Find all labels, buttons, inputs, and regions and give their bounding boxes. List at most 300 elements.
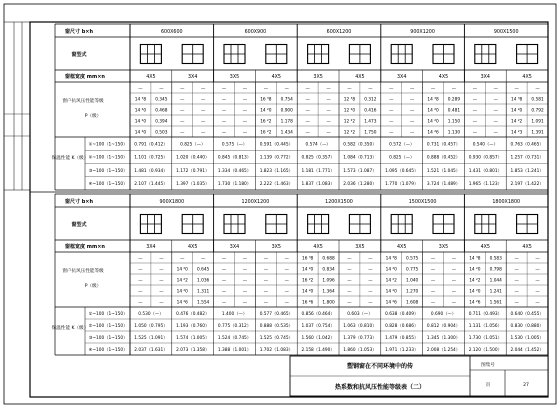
perf-cell: 0.582（0.350） (343, 142, 377, 148)
wind-cell: 0.289 (447, 97, 461, 103)
wind-cell: — (451, 256, 457, 262)
perf-cell: 1.702（1.083） (259, 347, 293, 353)
wind-cell: 14 ²0 (469, 267, 481, 273)
perf-cell: 2.044（1.452） (510, 347, 544, 353)
perf-cell: 1.084（0.713） (343, 155, 377, 161)
wind-cell: — (242, 300, 248, 306)
wind-cell: — (242, 86, 248, 92)
wind-cell: — (284, 278, 289, 284)
frame-value: 4X5 (397, 245, 407, 250)
wind-cell: — (242, 289, 248, 295)
wind-cell: — (493, 130, 498, 136)
wind-cell: — (368, 86, 373, 92)
wind-cell: — (263, 86, 268, 92)
wind-cell: 1.391 (531, 130, 544, 136)
wind-cell: — (347, 278, 352, 284)
window-pane-icon (517, 45, 538, 64)
wind-cell: — (221, 278, 227, 284)
perf-cell: 1.095（0.645） (385, 168, 419, 174)
perf-cell: 2.036（1.280） (343, 182, 377, 188)
perf-cell: 0.930（0.857） (468, 155, 502, 161)
wind-cell: — (201, 108, 206, 114)
wind-cell: 12 ²0 (343, 108, 356, 114)
wind-cell: 1.091 (531, 119, 544, 125)
wind-cell: — (242, 119, 248, 125)
wind-cell: — (201, 97, 206, 103)
wind-cell: — (535, 278, 540, 284)
wind-cell: — (493, 97, 498, 103)
perf-row-label: ③~100（1~150） (88, 335, 128, 341)
perf-cell: 2.107（1.445） (134, 182, 168, 188)
perf-cell: 0.603（—） (347, 311, 373, 317)
wind-cell: 0.345 (155, 97, 168, 103)
perf-cell: 0.575（—） (221, 142, 248, 148)
wind-cell: — (180, 97, 185, 103)
wind-cell: 1.311 (196, 289, 210, 295)
wind-cell: 0.792 (531, 108, 544, 114)
wind-cell: 14 ²0 (385, 267, 397, 273)
wind-cell: — (389, 97, 394, 103)
wind-cell: 14 ²0 (176, 289, 188, 295)
wind-cell: 14 ²0 (176, 267, 188, 273)
wind-cell: — (180, 119, 185, 125)
perf-cell: 1.479（0.855） (385, 335, 419, 341)
frame-value: 4X5 (146, 75, 156, 80)
wind-cell: — (221, 97, 227, 103)
page-label: 页 (485, 383, 491, 388)
wind-cell: 0.481 (447, 108, 461, 114)
perf-cell: 0.830（0.880） (510, 323, 544, 329)
wind-cell: — (138, 289, 143, 295)
wind-cell: — (347, 300, 352, 306)
perf-cell: 1.063（0.810） (343, 323, 377, 329)
window-pane-icon (517, 215, 538, 234)
wind-cell: — (430, 86, 436, 92)
frame-value: 3X5 (355, 245, 365, 250)
wind-cell: — (493, 108, 498, 114)
perf-cell: 1.823（1.165） (259, 168, 293, 174)
perf-cell: 1.139（0.772） (259, 155, 293, 161)
wind-cell: 14 ²6 (385, 300, 397, 306)
perf-cell: 0.825（—） (180, 142, 206, 148)
wind-cell: — (159, 278, 164, 284)
frame-value: 3X5 (438, 245, 449, 250)
wind-cell: — (535, 86, 540, 92)
perf-cell: 1.050（0.795） (134, 323, 168, 329)
wind-cell: 14 ²2 (511, 119, 523, 125)
wind-cell: — (263, 289, 268, 295)
wind-cell: 0.798 (489, 267, 502, 273)
wind-cell: — (159, 300, 164, 306)
wind-cell: 1.150 (447, 119, 461, 125)
row-label-frame: 窗框宽度 mm×n (65, 244, 105, 250)
wind-cell: 1.800 (322, 300, 335, 306)
title-line-2: 热系数和抗风压性能等级表（二） (334, 384, 426, 391)
wind-cell: — (430, 278, 436, 284)
perf-row-label: ④~100（1~150） (88, 182, 128, 188)
wind-cell: — (347, 86, 352, 92)
perf-row-label: ③~100（1~150） (88, 168, 128, 174)
perf-cell: 0.572（—） (389, 142, 415, 148)
wind-cell: 0.645 (196, 267, 210, 273)
wind-cell: — (430, 256, 436, 262)
wind-cell: 1.473 (364, 119, 377, 125)
wind-cell: 14 ²0 (469, 289, 481, 295)
wind-cell: 0.503 (155, 130, 168, 136)
perf-cell: 1.971（1.233） (385, 347, 419, 353)
wind-cell: — (326, 86, 331, 92)
perf-cell: 0.791（0.412） (134, 142, 168, 148)
row-label-style: 窗型式 (71, 52, 87, 58)
wind-cell: — (368, 267, 373, 273)
wind-cell: — (493, 86, 498, 92)
window-pane-icon (391, 215, 412, 234)
wind-cell: — (201, 130, 206, 136)
wind-cell: 14 ²0 (511, 108, 523, 114)
wind-cell: 1.241 (489, 289, 502, 295)
perf-cell: 1.481（0.934） (134, 168, 168, 174)
wind-cell: 12 ³8 (343, 97, 356, 103)
wind-cell: 14 ²3 (511, 130, 523, 136)
perf-cell: 1.345（1.300） (426, 335, 461, 341)
frame-value: 4X5 (480, 245, 490, 250)
wind-cell: — (535, 289, 540, 295)
perf-cell: 1.193（0.760） (176, 323, 210, 329)
perf-cell: 2.008（1.254） (426, 347, 461, 353)
wind-cell: 14 ²6 (427, 130, 439, 136)
atlas-number-label: 图集号 (481, 363, 495, 368)
wind-cell: — (368, 278, 373, 284)
perf-cell: 0.812（0.904） (426, 323, 461, 329)
window-pane-icon (266, 45, 287, 64)
wind-cell: — (138, 256, 143, 262)
wind-cell: — (451, 267, 457, 273)
wind-cell: — (221, 130, 227, 136)
wind-cell: — (242, 278, 248, 284)
wind-cell: — (221, 86, 227, 92)
wind-cell: — (535, 267, 540, 273)
window-size-label: 600X600 (160, 30, 183, 35)
wind-cell: — (326, 130, 331, 136)
window-size-label: 1800X1800 (492, 200, 521, 205)
wind-cell: — (368, 256, 373, 262)
perf-cell: 0.476（0.482） (176, 311, 210, 317)
wind-cell: — (242, 108, 248, 114)
wind-cell: — (305, 130, 310, 136)
wind-cell: 14 ²0 (427, 119, 439, 125)
frame-value: 3X5 (229, 75, 240, 80)
perf-cell: 2.120（1.500） (468, 347, 502, 353)
row-label-p: P（级） (84, 114, 102, 119)
frame-value: 3X4 (480, 75, 490, 80)
perf-cell: 1.257（0.731） (510, 155, 544, 161)
window-size-label: 900X1500 (493, 30, 519, 35)
perf-cell: 1.388（1.001） (217, 347, 252, 353)
wind-cell: 14 ²0 (302, 267, 314, 273)
wind-cell: 14 ³8 (134, 97, 147, 103)
wind-cell: — (305, 119, 310, 125)
wind-cell: 16 ²6 (302, 300, 314, 306)
perf-cell: 1.020（0.440） (176, 155, 210, 161)
wind-cell: 0.834 (322, 267, 335, 273)
window-size-label: 900X1200 (410, 30, 435, 35)
wind-cell: — (451, 278, 457, 284)
window-pane-icon (182, 215, 203, 234)
wind-cell: 1.178 (280, 119, 293, 125)
wind-cell: — (493, 119, 498, 125)
perf-cell: 0.731（0.457） (426, 142, 461, 148)
perf-cell: 0.540（—） (472, 142, 498, 148)
wind-cell: 12 ²2 (343, 130, 356, 136)
wind-cell: 0.775 (405, 267, 419, 273)
wind-cell: — (472, 108, 477, 114)
perf-cell: 1.379（0.773） (343, 335, 377, 341)
wind-cell: — (159, 256, 164, 262)
perf-cell: 0.825（—） (389, 155, 415, 161)
perf-cell: 0.763（0.465） (510, 142, 544, 148)
row-label-size: 窗尺寸 b×h (64, 29, 94, 35)
window-pane-icon (349, 215, 370, 234)
wind-cell: — (430, 300, 436, 306)
perf-cell: 1.400（—） (221, 311, 248, 317)
perf-cell: 1.334（0.465） (217, 168, 252, 174)
wind-cell: — (472, 97, 477, 103)
wind-cell: 14 ²2 (176, 278, 188, 284)
wind-cell: — (451, 300, 457, 306)
wind-cell: — (472, 119, 477, 125)
wind-cell: 1.040 (405, 278, 419, 284)
wind-cell: 0.394 (155, 119, 168, 125)
wind-cell: — (326, 108, 331, 114)
wind-cell: — (389, 86, 394, 92)
wind-cell: 14 ²0 (260, 108, 272, 114)
perf-cell: 2.222（1.463） (259, 182, 293, 188)
perf-row-label: ①~100（1~150） (88, 311, 128, 317)
frame-value: 4X5 (438, 75, 449, 80)
perf-cell: 1.525（1.091） (134, 335, 168, 341)
perf-cell: 1.860（1.053） (343, 347, 377, 353)
perf-cell: 1.172（0.791） (176, 168, 210, 174)
wind-cell: 14 ²0 (302, 289, 314, 295)
perf-cell: 1.131（1.056） (468, 323, 502, 329)
wind-cell: 14 ²0 (134, 108, 147, 114)
wind-cell: — (221, 119, 227, 125)
frame-value: 4X5 (522, 75, 532, 80)
window-pane-icon (433, 215, 454, 234)
wind-cell: 1.434 (280, 130, 293, 136)
perf-cell: 3.724（1.489） (426, 182, 461, 188)
frame-value: 4X5 (188, 245, 198, 250)
wind-cell: — (221, 108, 227, 114)
perf-cell: 1.730（1.180） (217, 182, 252, 188)
wind-cell: — (389, 130, 394, 136)
wind-cell: — (201, 256, 206, 262)
wind-cell: 1.044 (489, 278, 502, 284)
wind-cell: — (305, 86, 310, 92)
frame-value: 4X5 (355, 75, 365, 80)
frame-value: 4X5 (313, 245, 323, 250)
perf-cell: 0.591（0.445） (259, 142, 293, 148)
window-pane-icon (391, 45, 412, 64)
perf-cell: 1.573（1.087） (343, 168, 377, 174)
wind-cell: — (410, 97, 415, 103)
window-size-label: 900X1800 (159, 200, 185, 205)
wind-cell: — (430, 267, 436, 273)
perf-cell: 0.640（0.455） (510, 311, 544, 317)
perf-cell: 1.431（0.801） (468, 168, 502, 174)
wind-cell: 14 ³8 (469, 256, 481, 262)
perf-cell: 1.837（1.083） (301, 182, 335, 188)
wind-cell: — (138, 267, 143, 273)
perf-cell: 1.965（1.123） (468, 182, 502, 188)
window-pane-icon (475, 215, 496, 234)
row-label-perf: 保温性能 K（级） (51, 326, 89, 331)
wind-cell: — (326, 119, 331, 125)
perf-cell: 0.888（0.535） (259, 323, 293, 329)
row-label-frame: 窗框宽度 mm×n (65, 74, 105, 80)
perf-cell: 0.638（0.409） (385, 311, 419, 317)
window-pane-icon (349, 45, 370, 64)
wind-cell: 14 ²0 (134, 130, 147, 136)
perf-cell: 0.845（0.813） (217, 155, 252, 161)
wind-cell: — (159, 86, 164, 92)
wind-cell: — (347, 256, 352, 262)
wind-cell: 1.036 (196, 278, 210, 284)
wind-cell: 12 ²2 (343, 119, 356, 125)
wind-cell: 16 ²2 (260, 130, 272, 136)
wind-cell: — (284, 267, 289, 273)
wind-cell: — (451, 86, 457, 92)
wind-cell: — (514, 278, 519, 284)
frame-value: 4X5 (271, 75, 281, 80)
frame-value: 4X5 (522, 245, 532, 250)
row-label-p: P（级） (84, 284, 102, 289)
wind-cell: — (430, 289, 436, 295)
wind-cell: 1.554 (196, 300, 210, 306)
wind-cell: — (263, 300, 268, 306)
wind-cell: 14 ³8 (511, 97, 523, 103)
window-pane-icon (224, 45, 245, 64)
wind-cell: — (410, 130, 415, 136)
wind-cell: — (389, 119, 394, 125)
perf-cell: 1.574（1.005） (176, 335, 210, 341)
wind-cell: 14 ²6 (469, 300, 481, 306)
wind-cell: — (514, 289, 519, 295)
wind-cell: — (389, 108, 394, 114)
window-pane-icon (266, 215, 287, 234)
wind-cell: — (180, 86, 185, 92)
window-pane-icon (433, 45, 454, 64)
perf-cell: 1.101（0.725） (134, 155, 168, 161)
wind-cell: 14 ²2 (469, 278, 481, 284)
wind-cell: 0.688 (322, 256, 335, 262)
frame-value: 3X4 (146, 245, 156, 250)
wind-cell: 1.270 (405, 289, 419, 295)
wind-cell: — (514, 267, 519, 273)
window-size-label: 1500X1500 (408, 200, 437, 205)
wind-cell: — (138, 300, 143, 306)
window-pane-icon (308, 215, 329, 234)
perf-cell: 1.560（1.042） (301, 335, 335, 341)
wind-cell: 1.096 (322, 278, 335, 284)
wind-cell: — (472, 130, 477, 136)
wind-cell: — (410, 119, 415, 125)
wind-cell: 14 ²0 (385, 289, 397, 295)
wind-cell: — (326, 97, 331, 103)
wind-cell: — (221, 300, 227, 306)
wind-cell: — (242, 97, 248, 103)
wind-cell: 0.900 (280, 108, 293, 114)
wind-cell: — (284, 289, 289, 295)
wind-cell: — (221, 256, 227, 262)
perf-cell: 1.521（1.045） (426, 168, 461, 174)
perf-cell: 0.775（0.312） (217, 323, 252, 329)
wind-cell: — (159, 289, 164, 295)
frame-value: 3X4 (397, 75, 407, 80)
perf-cell: 0.828（0.686） (385, 323, 419, 329)
wind-cell: — (201, 119, 206, 125)
perf-cell: 0.825（0.357） (301, 155, 335, 161)
window-pane-icon (475, 45, 496, 64)
perf-cell: 1.181（1.771） (301, 168, 335, 174)
perf-cell: 0.856（0.464） (301, 311, 335, 317)
window-size-label: 600X1200 (326, 30, 352, 35)
page-number: 27 (523, 383, 529, 388)
wind-cell: — (263, 278, 268, 284)
frame-value: 3X5 (271, 245, 281, 250)
wind-cell: — (410, 108, 415, 114)
perf-cell: 1.037（0.754） (301, 323, 335, 329)
wind-cell: — (305, 108, 310, 114)
perf-row-label: ②~100（1~150） (88, 323, 128, 329)
perf-cell: 1.525（0.745） (259, 335, 293, 341)
window-size-label: 600X900 (244, 30, 267, 35)
wind-cell: 14 ³8 (385, 256, 397, 262)
wind-cell: — (535, 300, 540, 306)
wind-cell: — (180, 256, 185, 262)
perf-cell: 0.577（0.465） (259, 311, 293, 317)
wind-cell: — (263, 256, 268, 262)
wind-cell: 0.754 (280, 97, 293, 103)
wind-cell: — (242, 256, 248, 262)
window-size-label: 1200X1200 (241, 200, 270, 205)
wind-cell: 0.416 (364, 108, 377, 114)
wind-cell: — (201, 86, 206, 92)
wind-cell: — (368, 289, 373, 295)
window-pane-icon (140, 45, 161, 64)
perf-cell: 0.711（0.493） (468, 311, 502, 317)
wind-cell: — (514, 86, 519, 92)
title-line-1: 塑钢窗在不同环境中的传 (346, 363, 414, 370)
wind-cell: 1.750 (364, 130, 377, 136)
wind-cell: 1.364 (322, 289, 335, 295)
wind-cell: 14 ²2 (385, 278, 397, 284)
perf-row-label: ②~100（1~150） (88, 155, 128, 161)
wind-cell: 0.583 (489, 256, 502, 262)
window-pane-icon (140, 215, 161, 234)
perf-cell: 1.730（1.051） (468, 335, 502, 341)
perf-cell: 0.574（—） (305, 142, 331, 148)
perf-cell: 1.853（1.241） (510, 168, 544, 174)
perf-cell: 0.888（0.452） (426, 155, 461, 161)
frame-value: 3X4 (188, 75, 198, 80)
window-pane-icon (308, 45, 329, 64)
wind-cell: — (159, 267, 164, 273)
wind-cell: — (514, 256, 519, 262)
frame-value: 3X5 (313, 75, 323, 80)
wind-cell: — (221, 267, 227, 273)
wind-cell: — (242, 130, 248, 136)
